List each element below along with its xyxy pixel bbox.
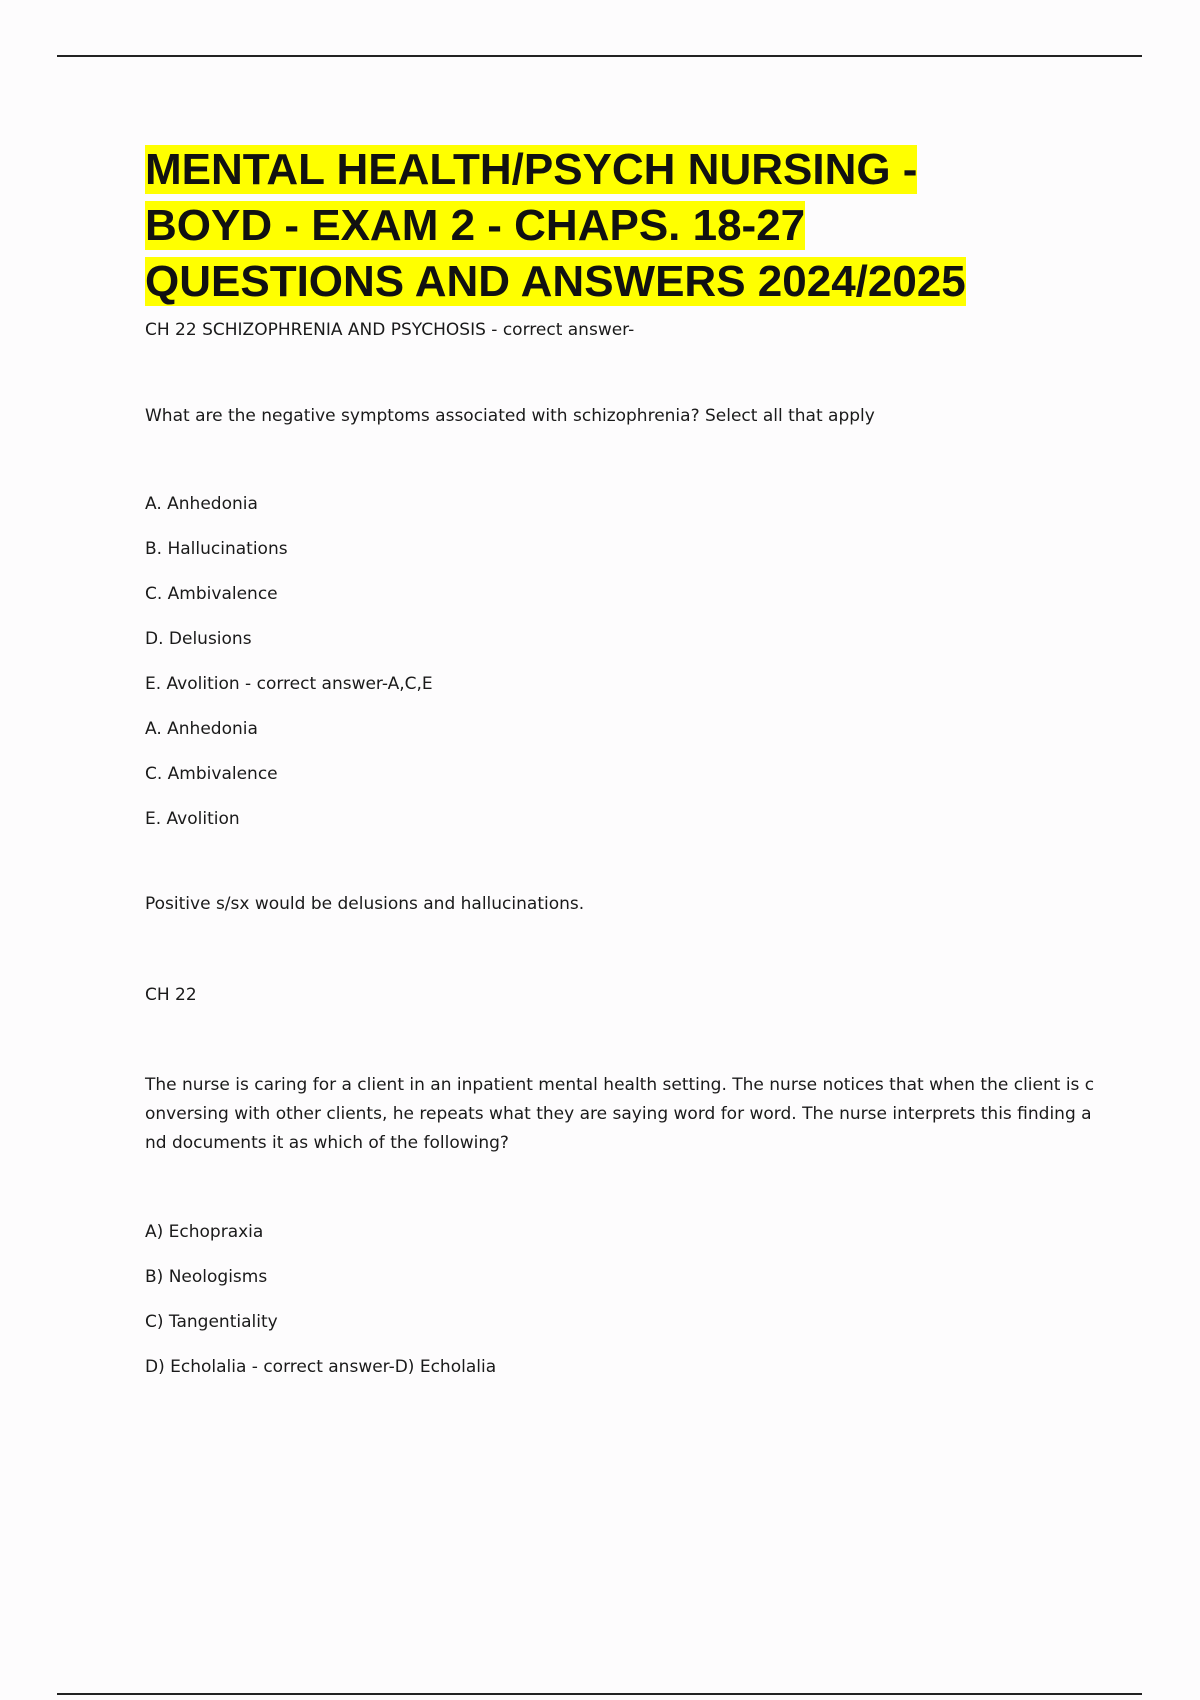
- question-1-options: [145, 490, 1095, 850]
- question-2-text: The nurse is caring for a client in an inpatient mental health setting. The nurse notices that when the client is conversing with other clients, he repeats what they are saying word for word. The nurse interprets this finding and documents it as which of the following?: [145, 1075, 1095, 1153]
- answer-option: D) Echolalia - correct answer-D) Echolalia: [145, 1357, 497, 1377]
- answer-option: A. Anhedonia: [145, 494, 258, 514]
- footer-rule: [57, 1693, 1142, 1695]
- answer-option: A) Echopraxia: [145, 1222, 264, 1242]
- title-line-1: MENTAL HEALTH/PSYCH NURSING -: [145, 145, 918, 194]
- answer-option: C. Ambivalence: [145, 584, 278, 604]
- answer-option: A. Anhedonia: [145, 719, 258, 739]
- rationale-text: Positive s/sx would be delusions and hallucinations.: [145, 894, 585, 914]
- header-rule: [57, 55, 1142, 57]
- answer-option: E. Avolition: [145, 809, 240, 829]
- answer-option: B. Hallucinations: [145, 539, 288, 559]
- answer-option: D. Delusions: [145, 629, 252, 649]
- title-line-3: QUESTIONS AND ANSWERS 2024/2025: [145, 257, 966, 306]
- question-1-text: What are the negative symptoms associated with schizophrenia? Select all that apply: [145, 406, 875, 426]
- answer-option: C) Tangentiality: [145, 1312, 278, 1332]
- chapter-label: CH 22: [145, 985, 197, 1005]
- section-heading: CH 22 SCHIZOPHRENIA AND PSYCHOSIS - correct answer-: [145, 320, 635, 340]
- document-title: [145, 142, 1095, 310]
- answer-option: E. Avolition - correct answer-A,C,E: [145, 674, 433, 694]
- title-line-2: BOYD - EXAM 2 - CHAPS. 18-27: [145, 201, 806, 250]
- question-2-options: [145, 1218, 1095, 1398]
- answer-option: C. Ambivalence: [145, 764, 278, 784]
- answer-option: B) Neologisms: [145, 1267, 268, 1287]
- document-body: [145, 142, 1095, 1398]
